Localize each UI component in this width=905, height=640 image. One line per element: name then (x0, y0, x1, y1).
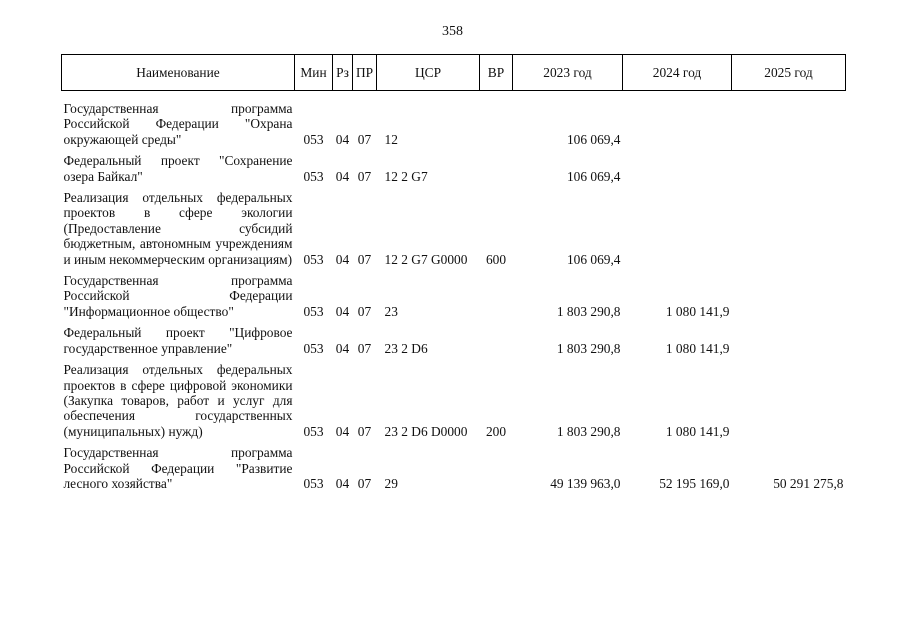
row-csr: 23 (384, 303, 398, 319)
header-pr: ПР (353, 55, 377, 91)
row-min: 053 (303, 475, 324, 491)
row-vr: 600 (485, 251, 507, 267)
row-min: 053 (303, 423, 324, 439)
row-min: 053 (303, 303, 324, 319)
row-2024: 1 080 141,9 (665, 423, 730, 439)
row-name: Федеральный проект "Сохранение озера Байкал" (63, 153, 293, 184)
row-2023: 106 069,4 (566, 251, 621, 267)
row-pr: 07 (357, 423, 372, 439)
row-2025 (732, 91, 846, 154)
row-2025: 50 291 275,8 (773, 475, 844, 491)
row-min: 053 (303, 340, 324, 356)
row-2025 (732, 273, 846, 325)
row-2023: 106 069,4 (566, 131, 621, 147)
row-csr: 12 2 G7 G0000 (384, 251, 468, 267)
row-vr: 200 (485, 423, 507, 439)
row-name: Реализация отдельных федеральных проектов в сфере экологии (Предоставление субсидий бюджетным, автономным учреждениям и иным некоммерческим организациям) (63, 190, 293, 267)
header-vr: ВР (480, 55, 513, 91)
table-row (62, 325, 846, 362)
row-min: 053 (303, 131, 324, 147)
row-rz: 04 (335, 131, 350, 147)
row-2024: 1 080 141,9 (665, 340, 730, 356)
row-pr: 07 (357, 303, 372, 319)
row-rz: 04 (335, 340, 350, 356)
table-header (62, 55, 846, 91)
row-2023: 49 139 963,0 (550, 475, 621, 491)
header-rz: Рз (333, 55, 353, 91)
row-name: Федеральный проект "Цифровое государственное управление" (63, 325, 293, 356)
row-name: Государственная программа Российской Федерации "Развитие лесного хозяйства" (63, 445, 293, 491)
row-pr: 07 (357, 131, 372, 147)
row-2023: 1 803 290,8 (556, 340, 621, 356)
row-pr: 07 (357, 475, 372, 491)
row-2025 (732, 153, 846, 190)
row-csr: 23 2 D6 (384, 340, 428, 356)
row-min: 053 (303, 251, 324, 267)
budget-table (61, 54, 846, 497)
row-name: Государственная программа Российской Федерации "Информационное общество" (63, 273, 293, 319)
row-name: Реализация отдельных федеральных проектов в сфере цифровой экономики (Закупка товаров, работ и услуг для обеспечения государственных (муниципальных) нужд) (63, 362, 293, 439)
row-csr: 29 (384, 475, 398, 491)
row-rz: 04 (335, 251, 350, 267)
row-rz: 04 (335, 168, 350, 184)
table-row (62, 273, 846, 325)
row-vr (480, 273, 513, 325)
row-2025 (732, 190, 846, 273)
row-csr: 23 2 D6 D0000 (384, 423, 468, 439)
header-row (62, 55, 846, 91)
header-min: Мин (295, 55, 333, 91)
header-csr: ЦСР (377, 55, 480, 91)
header-2025: 2025 год (732, 55, 846, 91)
row-2024 (623, 91, 732, 154)
row-name: Государственная программа Российской Федерации "Охрана окружающей среды" (63, 101, 293, 147)
row-vr (480, 325, 513, 362)
table-body (62, 91, 846, 498)
row-2023: 106 069,4 (566, 168, 621, 184)
row-2023: 1 803 290,8 (556, 303, 621, 319)
row-csr: 12 (384, 131, 398, 147)
row-rz: 04 (335, 303, 350, 319)
row-2025 (732, 325, 846, 362)
table-row (62, 153, 846, 190)
row-2024 (623, 190, 732, 273)
row-pr: 07 (357, 168, 372, 184)
row-rz: 04 (335, 423, 350, 439)
row-2024: 1 080 141,9 (665, 303, 730, 319)
table-row (62, 91, 846, 154)
row-2024: 52 195 169,0 (659, 475, 730, 491)
row-pr: 07 (357, 251, 372, 267)
row-vr (480, 153, 513, 190)
table-row (62, 362, 846, 445)
table-row (62, 445, 846, 497)
row-2024 (623, 153, 732, 190)
row-vr (480, 445, 513, 497)
table-row (62, 190, 846, 273)
row-min: 053 (303, 168, 324, 184)
page-number: 358 (442, 24, 463, 39)
row-2025 (732, 362, 846, 445)
header-2023: 2023 год (513, 55, 623, 91)
header-2024: 2024 год (623, 55, 732, 91)
header-name: Наименование (62, 55, 295, 91)
row-pr: 07 (357, 340, 372, 356)
row-csr: 12 2 G7 (384, 168, 428, 184)
row-vr (480, 91, 513, 154)
row-2023: 1 803 290,8 (556, 423, 621, 439)
row-rz: 04 (335, 475, 350, 491)
